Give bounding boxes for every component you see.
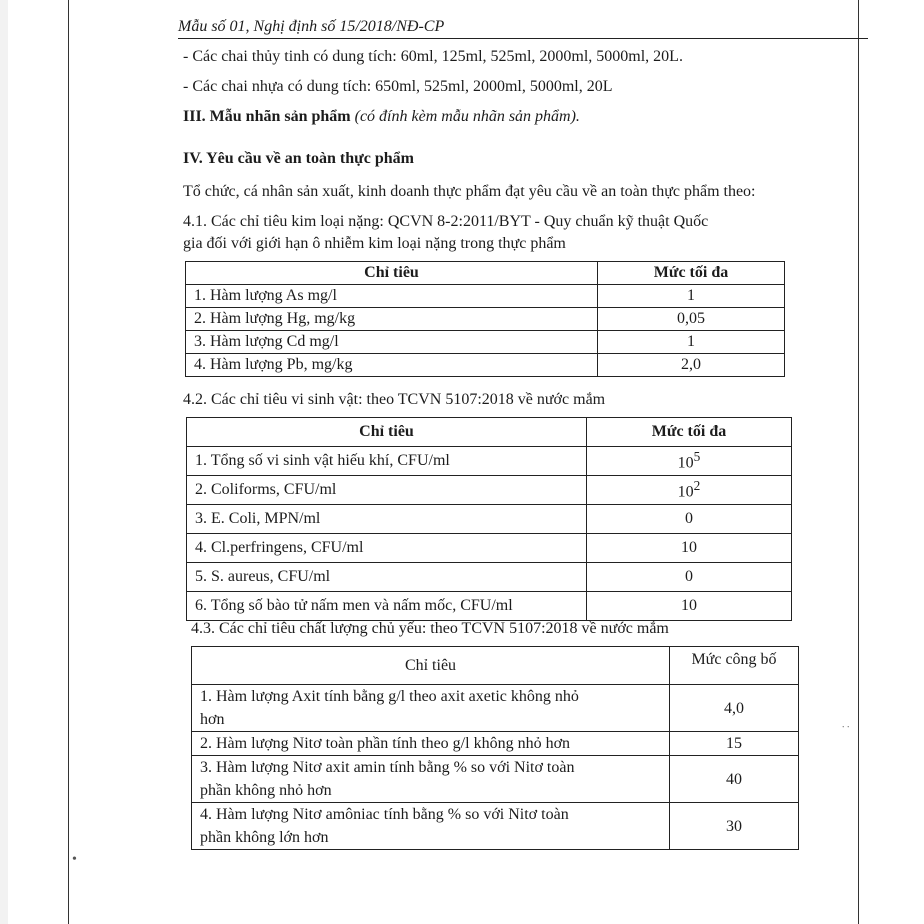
table-row <box>192 756 799 803</box>
table-row <box>186 285 785 308</box>
value-cell: 4,0 <box>670 685 799 732</box>
criteria-line: 2. Hàm lượng Nitơ toàn phần tính theo g/l không nhỏ hơn <box>200 735 571 752</box>
criteria-cell: 3. Hàm lượng Cd mg/l <box>186 331 598 354</box>
value-cell: 10 <box>587 534 792 563</box>
section-4-title: IV. Yêu cầu về an toàn thực phẩm <box>183 150 414 167</box>
criteria-cell: 2. Coliforms, CFU/ml <box>187 476 587 505</box>
value-cell: 15 <box>670 732 799 756</box>
criteria-line: 3. Hàm lượng Nitơ axit amin tính bằng % so với Nitơ toàn <box>200 759 575 776</box>
criteria-line: 1. Hàm lượng Axit tính bằng g/l theo axit axetic không nhỏ <box>200 688 579 705</box>
column-header-criteria: Chỉ tiêu <box>187 418 587 447</box>
table-row <box>187 447 792 476</box>
criteria-cell: 1. Tổng số vi sinh vật hiếu khí, CFU/ml <box>187 447 587 476</box>
criteria-cell: 2. Hàm lượng Hg, mg/kg <box>186 308 598 331</box>
criteria-cell: 6. Tổng số bào tử nấm men và nấm mốc, CFU/ml <box>187 592 587 621</box>
criteria-cell: 4. Hàm lượng Pb, mg/kg <box>186 354 598 377</box>
table-row <box>192 732 799 756</box>
sub-4-2-title: 4.2. Các chỉ tiêu vi sinh vật: theo TCVN 5107:2018 về nước mắm <box>183 391 606 408</box>
value-cell: 0 <box>587 505 792 534</box>
value-cell: 0,05 <box>598 308 785 331</box>
criteria-line: hơn <box>200 711 225 728</box>
value-exponent: 2 <box>693 478 701 494</box>
value-base: 10 <box>677 454 694 472</box>
scan-speck: ∙ ∙ <box>842 722 850 733</box>
value-cell <box>587 447 792 476</box>
criteria-line: phần không lớn hơn <box>200 829 329 846</box>
section-3-note: (có đính kèm mẫu nhãn sản phẩm). <box>354 108 580 125</box>
column-header-criteria: Chỉ tiêu <box>192 647 670 685</box>
value-cell: 1 <box>598 285 785 308</box>
form-header: Mẫu số 01, Nghị định số 15/2018/NĐ-CP <box>178 18 868 39</box>
table-row <box>186 331 785 354</box>
criteria-cell: 5. S. aureus, CFU/ml <box>187 563 587 592</box>
section-3-title: III. Mẫu nhãn sản phẩm <box>183 108 351 125</box>
criteria-line: 4. Hàm lượng Nitơ amôniac tính bằng % so với Nitơ toàn <box>200 806 569 823</box>
column-header-criteria: Chỉ tiêu <box>186 262 598 285</box>
table-row <box>186 308 785 331</box>
table-row <box>187 534 792 563</box>
table-header-row <box>192 647 799 685</box>
column-header-declared: Mức công bố <box>670 647 799 685</box>
criteria-cell <box>192 756 670 803</box>
criteria-cell: 1. Hàm lượng As mg/l <box>186 285 598 308</box>
quality-table <box>191 646 799 850</box>
criteria-cell <box>192 732 670 756</box>
section-3-heading <box>183 108 580 126</box>
column-header-max: Mức tối đa <box>598 262 785 285</box>
table-row <box>187 505 792 534</box>
column-header-max: Mức tối đa <box>587 418 792 447</box>
sub-4-1-line1: 4.1. Các chỉ tiêu kim loại nặng: QCVN 8-2:2011/BYT - Quy chuẩn kỹ thuật Quốc <box>183 213 709 230</box>
section-4-intro: Tổ chức, cá nhân sản xuất, kinh doanh thực phẩm đạt yêu cầu về an toàn thực phẩm theo: <box>183 183 756 200</box>
table-header-row <box>186 262 785 285</box>
value-cell: 10 <box>587 592 792 621</box>
value-cell: 40 <box>670 756 799 803</box>
value-cell: 1 <box>598 331 785 354</box>
criteria-line: phần không nhỏ hơn <box>200 782 332 799</box>
value-base: 10 <box>677 483 694 501</box>
table-row <box>192 685 799 732</box>
criteria-cell <box>192 685 670 732</box>
scan-speck: • <box>72 852 77 867</box>
table-row <box>187 592 792 621</box>
value-cell: 0 <box>587 563 792 592</box>
criteria-cell: 4. Cl.perfringens, CFU/ml <box>187 534 587 563</box>
table-row <box>187 563 792 592</box>
sub-4-3-title: 4.3. Các chỉ tiêu chất lượng chủ yếu: theo TCVN 5107:2018 về nước mắm <box>191 620 669 637</box>
table-row <box>187 476 792 505</box>
criteria-cell: 3. E. Coli, MPN/ml <box>187 505 587 534</box>
heavy-metals-table <box>185 261 785 377</box>
sub-4-1-line2: gia đối với giới hạn ô nhiễm kim loại nặng trong thực phẩm <box>183 235 566 252</box>
criteria-cell <box>192 803 670 850</box>
table-row <box>192 803 799 850</box>
bullet-glass-bottles: - Các chai thủy tinh có dung tích: 60ml, 125ml, 525ml, 2000ml, 5000ml, 20L. <box>183 48 683 65</box>
value-exponent: 5 <box>693 449 701 465</box>
bullet-plastic-bottles: - Các chai nhựa có dung tích: 650ml, 525ml, 2000ml, 5000ml, 20L <box>183 78 613 95</box>
table-header-row <box>187 418 792 447</box>
value-cell <box>587 476 792 505</box>
microbiology-table <box>186 417 792 621</box>
table-row <box>186 354 785 377</box>
value-cell: 2,0 <box>598 354 785 377</box>
value-cell: 30 <box>670 803 799 850</box>
